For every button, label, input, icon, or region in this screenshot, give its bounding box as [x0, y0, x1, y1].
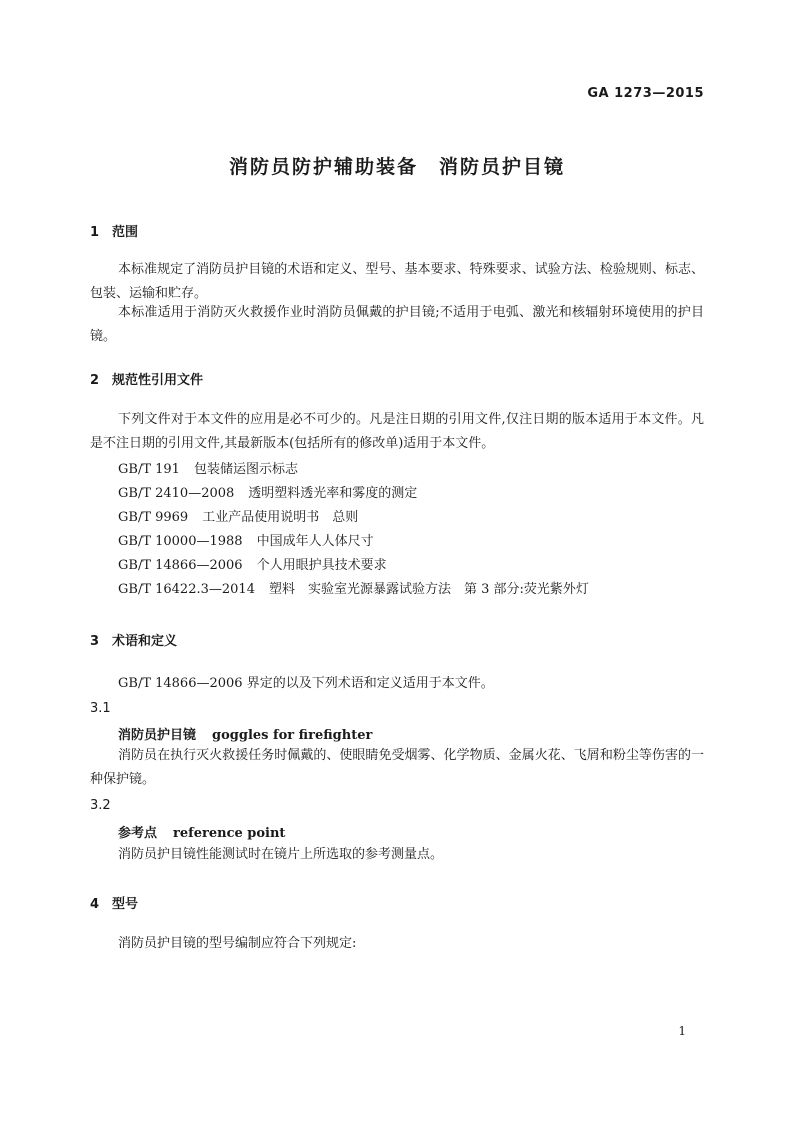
section-3-intro: GB/T 14866—2006 界定的以及下列术语和定义适用于本文件。 [118, 676, 494, 691]
term-heading [118, 724, 372, 743]
term-definition: 消防员护目镜性能测试时在镜片上所选取的参考测量点。 [118, 847, 444, 862]
term-number: 3.2 [90, 798, 111, 813]
standard-number: GA 1273—2015 [587, 86, 704, 101]
section-number: 3 [90, 634, 100, 649]
term-english: reference point [173, 826, 286, 841]
reference-item [118, 458, 298, 482]
reference-code: GB/T 2410—2008 [118, 486, 235, 501]
reference-title: 工业产品使用说明书 总则 [202, 510, 359, 525]
document-title: 消防员防护辅助装备 消防员护目镜 [228, 156, 565, 178]
reference-item [118, 578, 589, 602]
section-2-heading [90, 369, 203, 388]
term-chinese: 参考点 [118, 826, 158, 841]
section-title: 规范性引用文件 [112, 373, 204, 388]
reference-item [118, 482, 417, 506]
term-english: goggles for firefighter [212, 728, 373, 743]
page-number: 1 [678, 1024, 686, 1038]
reference-code: GB/T 191 [118, 462, 180, 477]
section-title: 术语和定义 [112, 634, 178, 649]
section-3-heading [90, 630, 177, 649]
section-number: 4 [90, 897, 100, 912]
reference-title: 包装储运图示标志 [193, 462, 298, 477]
section-number: 1 [90, 225, 100, 240]
section-1-heading [90, 221, 138, 240]
reference-code: GB/T 14866—2006 [118, 558, 243, 573]
reference-title: 塑料 实验室光源暴露试验方法 第 3 部分:荧光紫外灯 [268, 582, 589, 597]
section-1-paragraph-2: 本标准适用于消防灭火救援作业时消防员佩戴的护目镜;不适用于电弧、激光和核辐射环境使用的护目镜。 [90, 305, 704, 344]
reference-item [118, 506, 358, 530]
reference-code: GB/T 16422.3—2014 [118, 582, 255, 597]
section-4-heading [90, 893, 138, 912]
term-heading [118, 822, 285, 841]
term-definition: 消防员在执行灭火救援任务时佩戴的、使眼睛免受烟雾、化学物质、金属火花、飞屑和粉尘等伤害的一种保护镜。 [90, 748, 704, 787]
section-title: 范围 [112, 225, 139, 240]
section-2-intro: 下列文件对于本文件的应用是必不可少的。凡是注日期的引用文件,仅注日期的版本适用于本文件。凡是不注日期的引用文件,其最新版本(包括所有的修改单)适用于本文件。 [90, 412, 704, 451]
section-number: 2 [90, 373, 100, 388]
term-number: 3.1 [90, 701, 111, 716]
section-1-paragraph-1: 本标准规定了消防员护目镜的术语和定义、型号、基本要求、特殊要求、试验方法、检验规则、标志、包装、运输和贮存。 [90, 262, 704, 301]
reference-item [118, 554, 387, 578]
reference-title: 个人用眼护具技术要求 [256, 558, 387, 573]
term-chinese: 消防员护目镜 [118, 728, 197, 743]
reference-title: 中国成年人人体尺寸 [256, 534, 374, 549]
reference-item [118, 530, 374, 554]
reference-title: 透明塑料透光率和雾度的测定 [248, 486, 418, 501]
section-title: 型号 [112, 897, 139, 912]
section-4-paragraph-1: 消防员护目镜的型号编制应符合下列规定: [118, 936, 357, 951]
reference-code: GB/T 9969 [118, 510, 189, 525]
reference-code: GB/T 10000—1988 [118, 534, 243, 549]
